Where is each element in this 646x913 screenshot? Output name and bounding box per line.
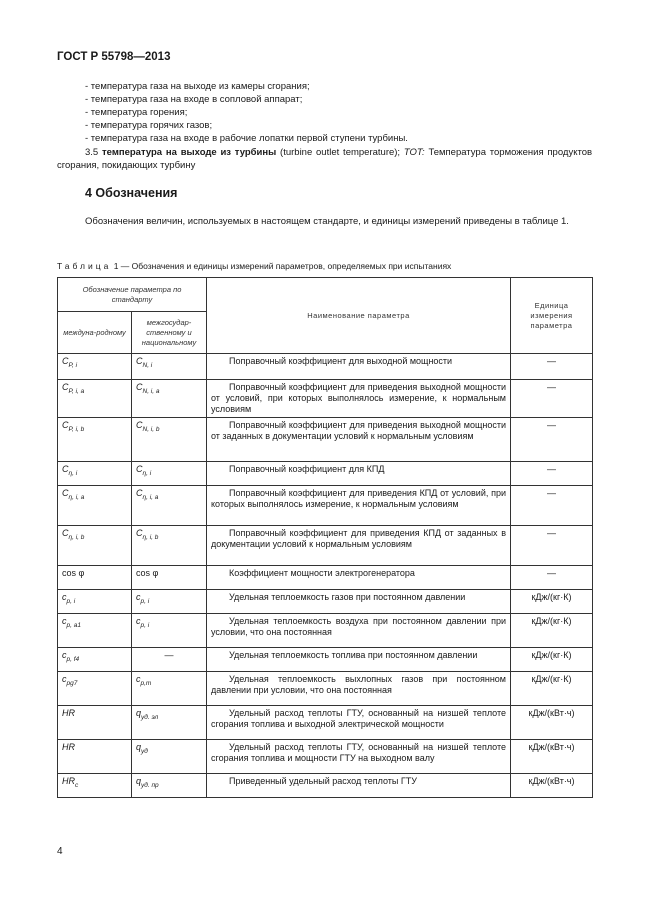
list-item: - температура газа на входе в сопловой аппарат; [85, 94, 303, 105]
symbol-subscript: η, i, b [68, 533, 85, 541]
intro-paragraph: Обозначения величин, используемых в настоящем стандарте, и единицы измерений приведены в таблице 1. [85, 216, 569, 227]
table-row [58, 614, 593, 648]
header-national: межгосудар-ственному и национальному [132, 312, 207, 354]
table-row [58, 566, 593, 590]
symbol-subscript: η, i, b [142, 533, 159, 541]
symbol-subscript: P, i [68, 361, 78, 369]
symbol-subscript: p, i [140, 597, 150, 605]
symbol-subscript: p, a1 [66, 621, 81, 629]
symbol-main: C [62, 488, 69, 498]
cell-parameter-name: Удельная теплоемкость выхлопных газов при постоянном давлении при условии, что она постоянная [207, 672, 511, 706]
symbol-main: C [136, 488, 143, 498]
symbol-subscript: η, i, a [68, 493, 85, 501]
term-number: 3.5 [85, 147, 99, 158]
cell-unit: — [511, 418, 593, 462]
symbol-main: q [136, 708, 142, 718]
cell-intl-symbol [58, 672, 132, 706]
table-row [58, 380, 593, 418]
symbol-subscript: p, f4 [66, 655, 80, 663]
cell-unit: — [511, 462, 593, 486]
symbol-main: c [136, 616, 141, 626]
term-definition-3-5 [57, 146, 592, 172]
symbol-subscript: p, i [140, 621, 150, 629]
cell-parameter-name: Поправочный коэффициент для приведения выходной мощности от заданных в документации условий к нормальным условиям [207, 418, 511, 462]
table-row [58, 526, 593, 566]
cell-nat-symbol [132, 706, 207, 740]
cell-parameter-name: Коэффициент мощности электрогенератора [207, 566, 511, 590]
table-caption [57, 261, 451, 271]
cell-parameter-name: Удельный расход теплоты ГТУ, основанный на низшей теплоте сгорания топлива и выходной электрической мощности [207, 706, 511, 740]
cell-intl-symbol [58, 774, 132, 798]
cell-unit: — [511, 566, 593, 590]
symbol-main: HR [62, 708, 75, 718]
table-row [58, 774, 593, 798]
cell-nat-symbol [132, 590, 207, 614]
cell-intl-symbol [58, 486, 132, 526]
cell-unit: кДж/(кВт·ч) [511, 774, 593, 798]
cell-parameter-name: Удельная теплоемкость воздуха при постоянном давлении при условии, что она постоянная [207, 614, 511, 648]
symbol-main: C [62, 420, 69, 430]
list-item: - температура газа на выходе из камеры сгорания; [85, 81, 310, 92]
symbol-subscript: уд. эл [141, 713, 159, 721]
symbol-subscript: pg7 [66, 679, 78, 687]
symbol-main: cos φ [62, 568, 85, 578]
cell-nat-symbol [132, 774, 207, 798]
cell-unit: — [511, 486, 593, 526]
cell-intl-symbol [58, 526, 132, 566]
symbol-subscript: N, i, b [142, 425, 160, 433]
cell-nat-symbol [132, 614, 207, 648]
cell-parameter-name: Поправочный коэффициент для выходной мощности [207, 354, 511, 380]
term-english: (turbine outlet temperature); [280, 147, 401, 158]
cell-intl-symbol [58, 706, 132, 740]
cell-nat-symbol [132, 486, 207, 526]
symbol-subscript: N, i [142, 361, 153, 369]
page-number: 4 [57, 846, 63, 857]
symbol-subscript: уд. пр [141, 781, 159, 789]
cell-nat-symbol [132, 462, 207, 486]
symbol-subscript: η, i [68, 469, 78, 477]
table-row [58, 354, 593, 380]
symbol-subscript: η, i [142, 469, 152, 477]
cell-parameter-name: Поправочный коэффициент для приведения выходной мощности от условий, при которых выполнялось измерение, к нормальным условиям [207, 380, 511, 418]
cell-nat-symbol [132, 740, 207, 774]
cell-unit: кДж/(кг·К) [511, 614, 593, 648]
symbol-subscript: уд [141, 747, 148, 755]
symbol-main: C [62, 356, 69, 366]
cell-unit: кДж/(кВт·ч) [511, 706, 593, 740]
table-row [58, 486, 593, 526]
symbol-main: c [62, 616, 67, 626]
symbol-main: HR [62, 742, 75, 752]
cell-intl-symbol [58, 380, 132, 418]
cell-intl-symbol [58, 590, 132, 614]
symbol-main: c [62, 674, 67, 684]
section-heading: 4 Обозначения [85, 186, 178, 200]
cell-intl-symbol [58, 740, 132, 774]
list-item: - температура горячих газов; [85, 120, 213, 131]
table-body [58, 354, 593, 798]
table-row [58, 418, 593, 462]
term-abbr: TOT: [403, 147, 425, 158]
cell-nat-symbol [132, 526, 207, 566]
symbol-main: C [136, 528, 143, 538]
table-caption-word: Таблица [57, 261, 112, 271]
symbol-main: C [136, 356, 143, 366]
symbol-main: C [136, 464, 143, 474]
symbol-main: C [62, 528, 69, 538]
symbol-main: C [136, 420, 143, 430]
header-unit: Единица измерения параметра [511, 278, 593, 354]
cell-intl-symbol [58, 354, 132, 380]
term-name: температура на выходе из турбины [102, 147, 277, 158]
cell-unit: — [511, 354, 593, 380]
bullet-list [85, 80, 408, 145]
designations-table [57, 277, 593, 798]
cell-nat-symbol [132, 648, 207, 672]
cell-nat-symbol [132, 418, 207, 462]
cell-unit: кДж/(кг·К) [511, 648, 593, 672]
table-row [58, 740, 593, 774]
table-row [58, 462, 593, 486]
symbol-main: cos φ [136, 568, 159, 578]
symbol-main: q [136, 742, 142, 752]
cell-parameter-name: Удельный расход теплоты ГТУ, основанный на низшей теплоте сгорания топлива и мощности ГТУ на выходном валу [207, 740, 511, 774]
cell-unit: — [511, 526, 593, 566]
cell-unit: кДж/(кВт·ч) [511, 740, 593, 774]
table-row [58, 590, 593, 614]
symbol-main: q [136, 776, 142, 786]
cell-parameter-name: Приведенный удельный расход теплоты ГТУ [207, 774, 511, 798]
header-international: междуна-родному [58, 312, 132, 354]
cell-parameter-name: Удельная теплоемкость газов при постоянном давлении [207, 590, 511, 614]
cell-parameter-name: Удельная теплоемкость топлива при постоянном давлении [207, 648, 511, 672]
symbol-subscript: N, i, a [142, 387, 160, 395]
table-row [58, 648, 593, 672]
term-text: Температура торможения продуктов сгорания, покидающих турбину [57, 147, 593, 171]
symbol-main: c [136, 674, 141, 684]
cell-intl-symbol [58, 566, 132, 590]
cell-parameter-name: Поправочный коэффициент для приведения КПД от условий, при которых выполнялось измерение, к нормальным условиям [207, 486, 511, 526]
symbol-main: c [136, 592, 141, 602]
cell-unit: — [511, 380, 593, 418]
symbol-main: c [62, 592, 67, 602]
symbol-main: — [164, 650, 174, 660]
cell-nat-symbol [132, 566, 207, 590]
cell-unit: кДж/(кг·К) [511, 590, 593, 614]
symbol-main: C [62, 382, 69, 392]
header-designation: Обозначение параметра по стандарту [58, 278, 207, 312]
cell-intl-symbol [58, 648, 132, 672]
cell-nat-symbol [132, 672, 207, 706]
cell-nat-symbol [132, 380, 207, 418]
symbol-main: C [62, 464, 69, 474]
symbol-subscript: P, i, a [68, 387, 85, 395]
cell-parameter-name: Поправочный коэффициент для приведения КПД от заданных в документации условий к нормальным условиям [207, 526, 511, 566]
table-caption-text: 1 — Обозначения и единицы измерений параметров, определяемых при испытаниях [111, 261, 452, 271]
symbol-subscript: p,m [140, 679, 152, 687]
symbol-main: C [136, 382, 143, 392]
table-row [58, 706, 593, 740]
cell-unit: кДж/(кг·К) [511, 672, 593, 706]
symbol-subscript: P, i, b [68, 425, 85, 433]
symbol-subscript: p, i [66, 597, 76, 605]
cell-intl-symbol [58, 462, 132, 486]
list-item: - температура горения; [85, 107, 188, 118]
cell-parameter-name: Поправочный коэффициент для КПД [207, 462, 511, 486]
cell-intl-symbol [58, 614, 132, 648]
symbol-subscript: c [75, 781, 79, 789]
cell-nat-symbol [132, 354, 207, 380]
symbol-main: HR [62, 776, 75, 786]
cell-intl-symbol [58, 418, 132, 462]
standard-number: ГОСТ Р 55798—2013 [57, 51, 171, 63]
list-item: - температура газа на входе в рабочие лопатки первой ступени турбины. [85, 133, 408, 144]
symbol-subscript: η, i, a [142, 493, 159, 501]
header-name: Наименование параметра [207, 278, 511, 354]
table-row [58, 672, 593, 706]
symbol-main: c [62, 650, 67, 660]
